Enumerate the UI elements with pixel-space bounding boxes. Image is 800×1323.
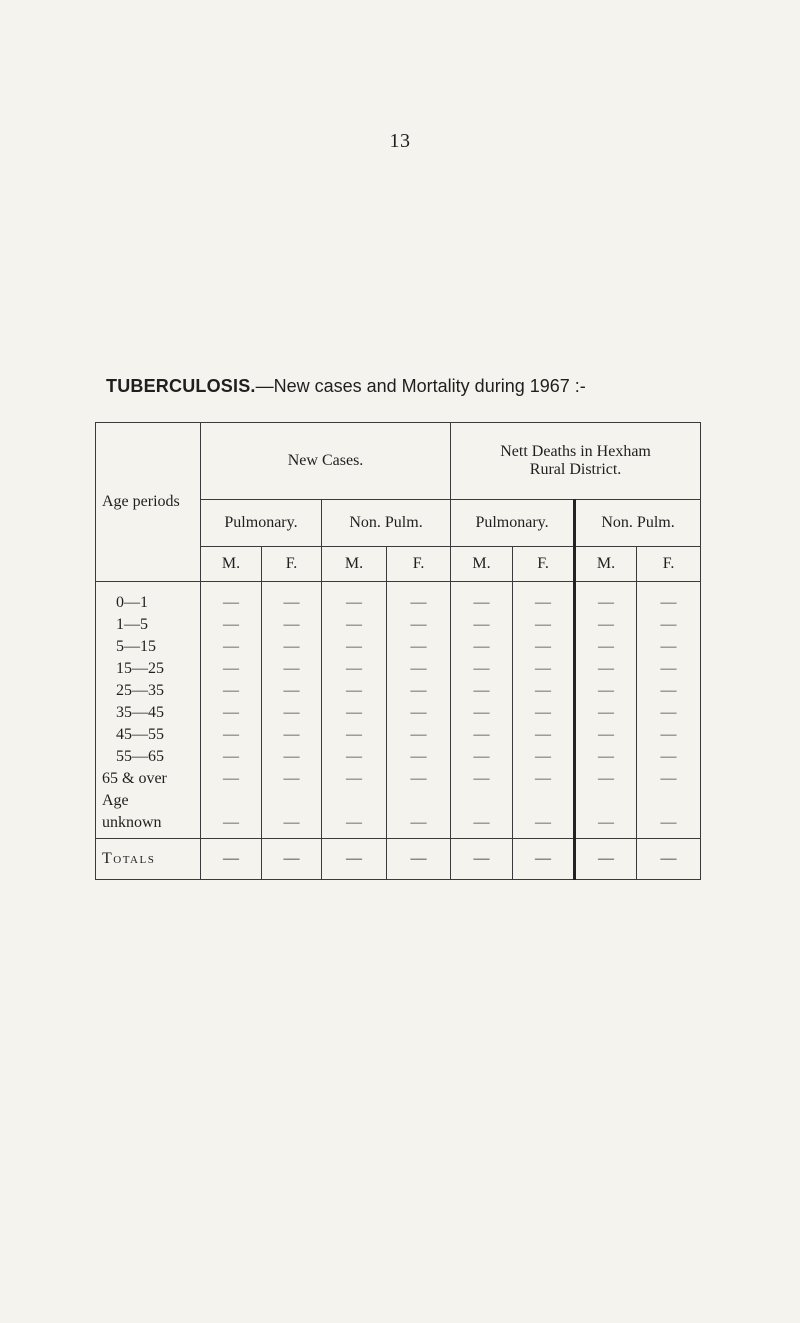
table-row	[96, 680, 701, 702]
table-cell: —	[575, 746, 637, 768]
table-cell: —	[201, 702, 262, 724]
table-row	[96, 658, 701, 680]
table-cell: —	[575, 582, 637, 615]
table-cell: —	[262, 746, 322, 768]
sex-header: M.	[201, 547, 262, 582]
table-cell: —	[637, 724, 701, 746]
table-cell: —	[262, 702, 322, 724]
table-cell: —	[513, 790, 575, 839]
table-cell: —	[387, 636, 451, 658]
table-cell: —	[637, 582, 701, 615]
table-cell: —	[575, 724, 637, 746]
table-cell: —	[637, 636, 701, 658]
table-cell: —	[387, 790, 451, 839]
table-cell: —	[637, 614, 701, 636]
table-cell: —	[575, 790, 637, 839]
age-period-label	[96, 724, 201, 746]
table-cell: —	[637, 680, 701, 702]
table-cell: —	[575, 636, 637, 658]
table-cell: —	[201, 636, 262, 658]
table-cell: —	[387, 724, 451, 746]
table-cell: —	[451, 702, 513, 724]
totals-cell: —	[513, 839, 575, 880]
table-cell: —	[387, 658, 451, 680]
table-cell: —	[201, 768, 262, 790]
table-cell: —	[387, 582, 451, 615]
table-cell: —	[322, 680, 387, 702]
table-cell: —	[201, 724, 262, 746]
table-cell: —	[387, 680, 451, 702]
deaths-pulmonary-header: Pulmonary.	[451, 500, 575, 547]
page-number: 13	[389, 130, 411, 152]
table-row	[96, 768, 701, 790]
table-cell: —	[513, 658, 575, 680]
table-cell: —	[513, 636, 575, 658]
sex-header: F.	[387, 547, 451, 582]
table-cell: —	[262, 790, 322, 839]
table-cell: —	[575, 702, 637, 724]
age-period-label	[96, 636, 201, 658]
totals-label: Totals	[96, 839, 201, 880]
table-cell: —	[322, 614, 387, 636]
table-cell: —	[322, 582, 387, 615]
table-cell: —	[575, 680, 637, 702]
table-cell: —	[637, 790, 701, 839]
deaths-header-line2: Rural District.	[529, 461, 622, 478]
table-cell: —	[513, 702, 575, 724]
table-cell: —	[387, 746, 451, 768]
sex-header: M.	[451, 547, 513, 582]
new-cases-header: New Cases.	[201, 423, 451, 500]
age-period-text: 15—25	[116, 660, 164, 677]
table-cell: —	[262, 582, 322, 615]
age-period-text: 0—1	[116, 594, 148, 611]
table-cell: —	[637, 702, 701, 724]
table-cell: —	[201, 790, 262, 839]
table-cell: —	[513, 582, 575, 615]
totals-cell: —	[322, 839, 387, 880]
table-cell: —	[262, 724, 322, 746]
table-row	[96, 636, 701, 658]
age-period-text: 45—55	[116, 726, 164, 743]
page-title	[106, 376, 726, 397]
age-period-label	[96, 746, 201, 768]
age-period-label	[96, 582, 201, 615]
table-cell: —	[451, 746, 513, 768]
totals-cell: —	[575, 839, 637, 880]
totals-cell: —	[637, 839, 701, 880]
title-rest: —New cases and Mortality during 1967 :-	[255, 376, 586, 396]
table-cell: —	[201, 658, 262, 680]
table-cell: —	[201, 582, 262, 615]
new-non-pulm-header: Non. Pulm.	[322, 500, 451, 547]
age-period-label	[96, 614, 201, 636]
table-cell: —	[513, 680, 575, 702]
age-period-label	[96, 680, 201, 702]
new-pulmonary-header: Pulmonary.	[201, 500, 322, 547]
totals-cell: —	[201, 839, 262, 880]
table-cell: —	[575, 614, 637, 636]
table-cell: —	[262, 658, 322, 680]
table-cell: —	[575, 658, 637, 680]
table-cell: —	[513, 746, 575, 768]
sex-header: F.	[513, 547, 575, 582]
table-cell: —	[322, 636, 387, 658]
table-row	[96, 724, 701, 746]
totals-cell: —	[451, 839, 513, 880]
table-cell: —	[262, 768, 322, 790]
table-cell: —	[201, 614, 262, 636]
age-period-text: 1—5	[116, 616, 148, 633]
age-unknown-line2: unknown	[102, 814, 162, 831]
deaths-non-pulm-header: Non. Pulm.	[575, 500, 701, 547]
age-unknown-label	[96, 790, 201, 839]
table-cell: —	[513, 724, 575, 746]
table-cell: —	[451, 790, 513, 839]
table-cell: —	[322, 702, 387, 724]
totals-cell: —	[262, 839, 322, 880]
tuberculosis-table	[95, 422, 701, 880]
table-cell: —	[387, 702, 451, 724]
table-cell: —	[451, 658, 513, 680]
table-row	[96, 790, 701, 839]
table-cell: —	[322, 746, 387, 768]
sex-header: M.	[575, 547, 637, 582]
table-cell: —	[262, 614, 322, 636]
table-cell: —	[513, 768, 575, 790]
table-cell: —	[637, 746, 701, 768]
table-cell: —	[322, 790, 387, 839]
totals-cell: —	[387, 839, 451, 880]
table-cell: —	[201, 680, 262, 702]
table-cell: —	[451, 636, 513, 658]
title-bold: TUBERCULOSIS.	[106, 376, 256, 396]
table-cell: —	[262, 636, 322, 658]
age-period-text: 5—15	[116, 638, 156, 655]
deaths-header	[451, 423, 701, 500]
table-cell: —	[637, 768, 701, 790]
table-cell: —	[262, 680, 322, 702]
table-cell: —	[451, 614, 513, 636]
table-row	[96, 582, 701, 615]
sex-header: M.	[322, 547, 387, 582]
deaths-header-line1: Nett Deaths in Hexham	[500, 443, 651, 460]
age-period-text: 55—65	[116, 748, 164, 765]
table-cell: —	[513, 614, 575, 636]
age-period-text: 35—45	[116, 704, 164, 721]
table-cell: —	[387, 768, 451, 790]
age-periods-header: Age periods	[96, 423, 201, 582]
age-period-text: 25—35	[116, 682, 164, 699]
table-cell: —	[637, 658, 701, 680]
table-row	[96, 746, 701, 768]
table-cell: —	[387, 614, 451, 636]
table-row	[96, 614, 701, 636]
table-cell: —	[575, 768, 637, 790]
age-period-label	[96, 702, 201, 724]
table-cell: —	[322, 658, 387, 680]
table-cell: —	[322, 724, 387, 746]
age-period-label	[96, 768, 201, 790]
table-cell: —	[451, 680, 513, 702]
table-cell: —	[451, 768, 513, 790]
age-period-text: 65 & over	[102, 770, 167, 787]
table-cell: —	[451, 724, 513, 746]
sex-header: F.	[262, 547, 322, 582]
age-period-label	[96, 658, 201, 680]
table-cell: —	[201, 746, 262, 768]
age-unknown-line1: Age	[102, 792, 129, 809]
table-cell: —	[322, 768, 387, 790]
sex-header: F.	[637, 547, 701, 582]
table-row	[96, 702, 701, 724]
table-cell: —	[451, 582, 513, 615]
